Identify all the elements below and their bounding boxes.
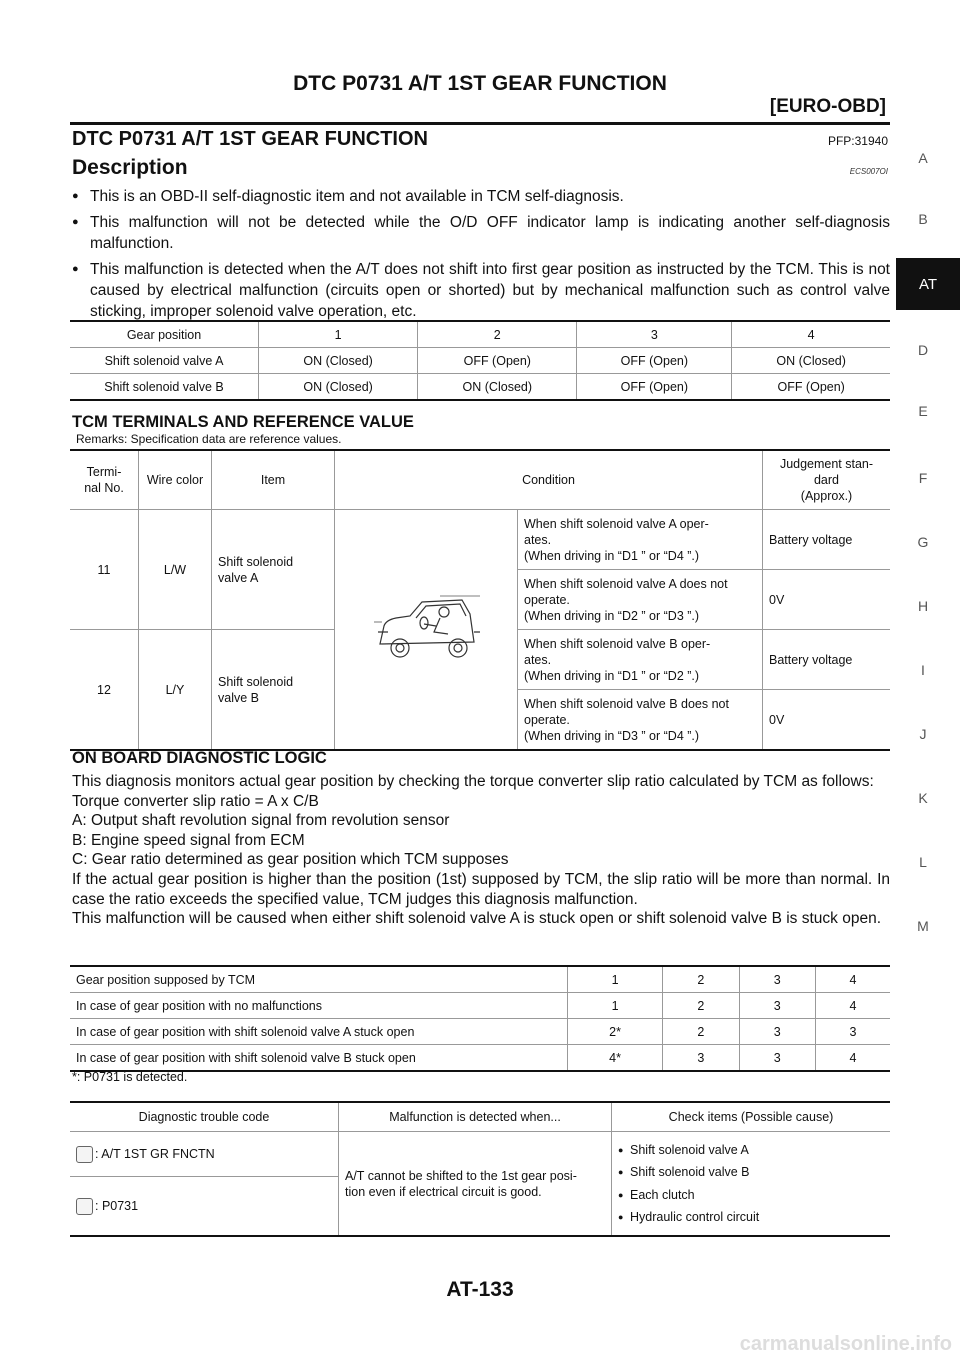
table-cell: 4 — [815, 1045, 890, 1072]
header-cell: Judgement stan- dard (Approx.) — [763, 450, 891, 510]
table-row — [70, 348, 890, 374]
table-cell: 0V — [763, 690, 891, 751]
table-cell: A/T cannot be shifted to the 1st gear posi- tion even if electrical circuit is good. — [339, 1132, 612, 1237]
index-letter[interactable]: K — [918, 790, 928, 806]
dtc-code: : P0731 — [95, 1198, 139, 1213]
paragraph: A: Output shaft revolution signal from revolution sensor — [72, 812, 450, 830]
table-cell: 3 — [739, 966, 815, 993]
table-cell: OFF (Open) — [418, 348, 577, 374]
header-cell: Condition — [335, 450, 763, 510]
driver-illustration-cell — [335, 510, 518, 751]
description-title: Description — [72, 156, 188, 179]
table-row — [70, 966, 890, 993]
table-cell: Gear position — [126, 327, 202, 342]
table-cell: 4 — [815, 993, 890, 1019]
table-cell: In case of gear position with no malfunctions — [70, 993, 568, 1019]
table-cell: In case of gear position with shift solenoid valve B stuck open — [70, 1045, 568, 1072]
table-header-row — [70, 1102, 890, 1132]
index-letter[interactable]: E — [918, 403, 928, 419]
table-header-row — [70, 450, 890, 510]
table-cell: L/W — [139, 510, 212, 630]
table-cell: ON (Closed) — [418, 374, 577, 401]
bullet-item: ● This malfunction will not be detected while the O/D OFF indicator lamp is indicating another self-diagnosis malfunction. — [72, 212, 890, 254]
table-row — [70, 1019, 890, 1045]
supposed-gear-table — [70, 965, 890, 1072]
table-cell: 3 — [815, 1019, 890, 1045]
table-cell: 3 — [577, 321, 732, 348]
header-cell: Diagnostic trouble code — [138, 1110, 270, 1124]
table-cell — [70, 1132, 339, 1177]
paragraph: C: Gear ratio determined as gear position which TCM supposes — [72, 851, 509, 869]
table-cell: When shift solenoid valve B oper- ates. (When driving in “D1 ” or “D2 ”.) — [518, 630, 763, 690]
page-number: AT-133 — [446, 1278, 514, 1301]
table-cell: 0V — [763, 570, 891, 630]
table-cell: Battery voltage — [763, 630, 891, 690]
header-cell: Wire color — [139, 450, 212, 510]
table-cell: 4* — [568, 1045, 663, 1072]
paragraph: If the actual gear position is higher than the position (1st) supposed by TCM, the slip ratio will be more than normal. In case the ratio exceeds the specified value, TCM judges this diagnosis malfunction. — [72, 870, 890, 908]
table-cell: 1 — [568, 993, 663, 1019]
bullet-item: ● This malfunction is detected when the A/T does not shift into first gear position as instructed by the TCM. This is not caused by electrical malfunction (circuits open or shorted) but by mechanical malfunction such as control valve sticking, improper solenoid valve operation, etc. — [72, 259, 890, 322]
table-cell: ON (Closed) — [259, 374, 418, 401]
table-cell: OFF (Open) — [732, 374, 890, 401]
list-item: ● Shift solenoid valve B — [618, 1161, 884, 1184]
table-cell: 3 — [739, 1045, 815, 1072]
table-cell: 4 — [815, 966, 890, 993]
index-letter[interactable]: B — [918, 211, 928, 227]
table-cell: 2 — [663, 1019, 739, 1045]
table-cell: 12 — [70, 630, 139, 751]
paragraph: This diagnosis monitors actual gear position by checking the torque converter slip ratio calculated by TCM as follows: — [72, 773, 874, 790]
check-items-list — [618, 1139, 884, 1229]
table-row — [70, 374, 890, 401]
table-cell: 3 — [663, 1045, 739, 1072]
dtc-name: : A/T 1ST GR FNCTN — [95, 1146, 215, 1161]
table-cell — [612, 1132, 891, 1237]
index-letter[interactable]: I — [921, 662, 925, 678]
consult-icon — [76, 1146, 93, 1163]
header-cell: Check items (Possible cause) — [612, 1102, 891, 1132]
table-cell: Shift solenoid valve A — [212, 510, 335, 630]
table-cell: When shift solenoid valve A does not operate. (When driving in “D2 ” or “D3 ”.) — [518, 570, 763, 630]
tcm-section-title: TCM TERMINALS AND REFERENCE VALUE — [72, 413, 414, 431]
table-cell: When shift solenoid valve B does not operate. (When driving in “D3 ” or “D4 ”.) — [518, 690, 763, 751]
header-cell: Termi- nal No. — [84, 465, 124, 495]
table-cell: ON (Closed) — [259, 348, 418, 374]
watermark: carmanualsonline.info — [739, 1333, 952, 1355]
table-cell: 3 — [739, 993, 815, 1019]
description-bullets — [72, 186, 890, 327]
table-cell: 4 — [732, 321, 890, 348]
table-cell: Shift solenoid valve A — [70, 348, 259, 374]
header-cell: Malfunction is detected when... — [339, 1102, 612, 1132]
dtc-table — [70, 1101, 890, 1237]
index-letter[interactable]: H — [917, 598, 929, 614]
table-cell: When shift solenoid valve A oper- ates. (When driving in “D1 ” or “D4 ”.) — [518, 510, 763, 570]
index-letter[interactable]: D — [917, 342, 929, 358]
table-cell: 3 — [739, 1019, 815, 1045]
obd-section-title: ON BOARD DIAGNOSTIC LOGIC — [72, 749, 327, 767]
description-code: ECS007OI — [849, 167, 888, 176]
header-rule — [70, 122, 890, 125]
footnote: *: P0731 is detected. — [72, 1070, 188, 1084]
obd-logic-text — [72, 772, 890, 929]
table-cell: In case of gear position with shift solenoid valve A stuck open — [70, 1019, 568, 1045]
list-item: ● Hydraulic control circuit — [618, 1206, 884, 1229]
table-cell: 1 — [259, 321, 418, 348]
index-tab-at[interactable]: AT — [896, 258, 960, 310]
index-letter[interactable]: L — [919, 854, 927, 870]
table-cell: Battery voltage — [763, 510, 891, 570]
index-letter[interactable]: G — [917, 534, 929, 550]
table-cell — [70, 1177, 339, 1237]
list-item: ● Each clutch — [618, 1184, 884, 1207]
table-row — [70, 510, 890, 570]
table-cell: L/Y — [139, 630, 212, 751]
gear-position-table — [70, 320, 890, 401]
gst-icon — [76, 1198, 93, 1215]
table-cell: 2 — [663, 966, 739, 993]
header-subtitle: [EURO-OBD] — [769, 96, 886, 117]
table-row — [70, 993, 890, 1019]
table-cell: ON (Closed) — [732, 348, 890, 374]
index-letter[interactable]: J — [919, 726, 927, 742]
paragraph: Torque converter slip ratio = A x C/B — [72, 792, 319, 810]
list-item: ● Shift solenoid valve A — [618, 1139, 884, 1162]
bullet-item: ● This is an OBD-II self-diagnostic item and not available in TCM self-diagnosis. — [72, 186, 890, 207]
table-cell: OFF (Open) — [577, 348, 732, 374]
tcm-remarks: Remarks: Specification data are reference values. — [76, 432, 342, 446]
index-letter[interactable]: A — [918, 150, 928, 166]
header-title: DTC P0731 A/T 1ST GEAR FUNCTION — [293, 72, 667, 95]
car-driver-icon — [370, 592, 482, 664]
table-cell: 2 — [418, 321, 577, 348]
header-cell: Item — [212, 450, 335, 510]
table-row — [70, 321, 890, 348]
paragraph: This malfunction will be caused when either shift solenoid valve A is stuck open or shift solenoid valve B is stuck open. — [72, 910, 882, 928]
section-title: DTC P0731 A/T 1ST GEAR FUNCTION — [72, 128, 428, 150]
table-cell: 2 — [663, 993, 739, 1019]
part-number: PFP:31940 — [827, 134, 888, 148]
index-letter[interactable]: M — [917, 918, 929, 934]
index-letter[interactable]: F — [918, 470, 928, 486]
table-cell: OFF (Open) — [577, 374, 732, 401]
table-row — [70, 1045, 890, 1072]
table-cell: 1 — [568, 966, 663, 993]
table-row — [70, 1132, 890, 1177]
table-cell: 11 — [70, 510, 139, 630]
table-cell: 2* — [568, 1019, 663, 1045]
tcm-terminal-table — [70, 449, 890, 751]
table-cell: Shift solenoid valve B — [212, 630, 335, 751]
paragraph: B: Engine speed signal from ECM — [72, 831, 305, 849]
table-cell: Gear position supposed by TCM — [76, 972, 256, 987]
table-cell: Shift solenoid valve B — [70, 374, 259, 401]
